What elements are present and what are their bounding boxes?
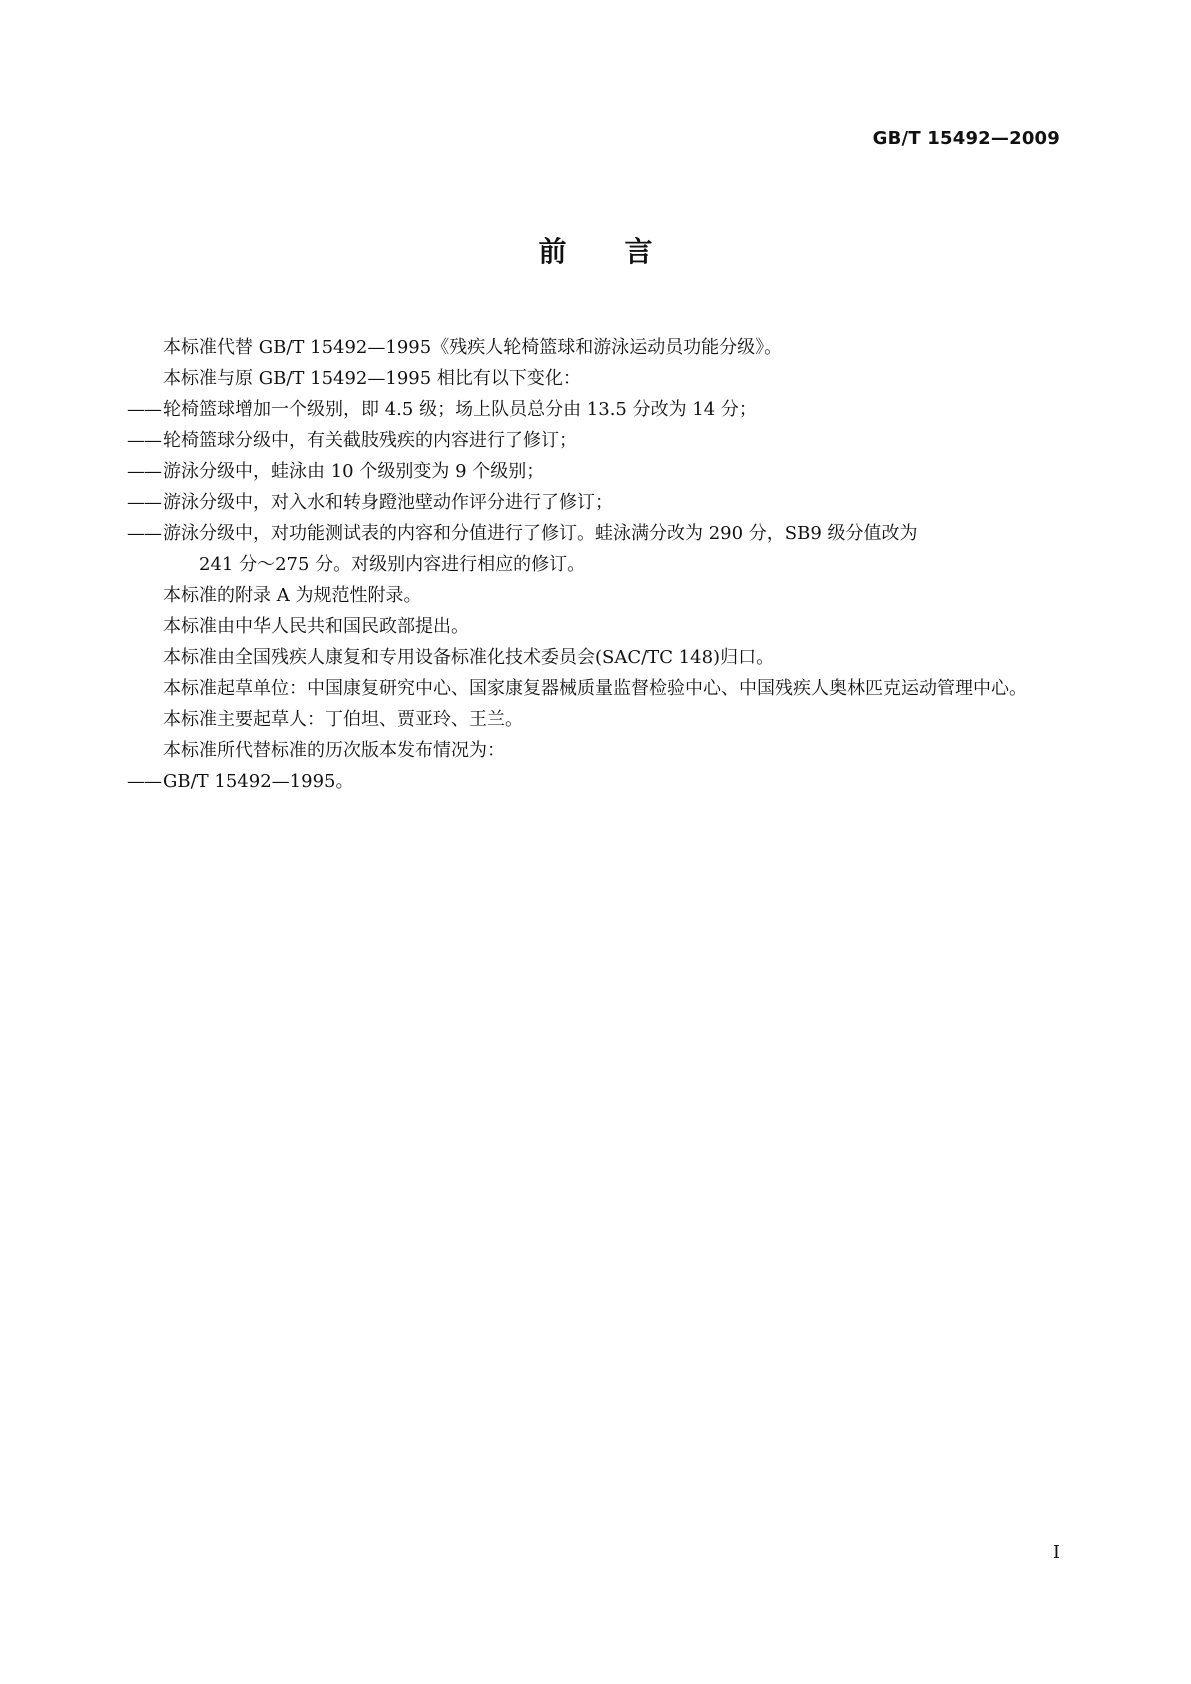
change-text: 轮椅篮球增加一个级别，即 4.5 级；场上队员总分由 13.5 分改为 14 分； (163, 399, 757, 420)
dash-marker: —— (127, 523, 161, 544)
change-item (127, 518, 1059, 580)
paragraph-version-history-intro: 本标准所代替标准的历次版本发布情况为： (163, 740, 505, 761)
change-text: 轮椅篮球分级中，有关截肢残疾的内容进行了修订； (163, 430, 577, 451)
change-text: 游泳分级中，对入水和转身蹬池壁动作评分进行了修订； (163, 492, 613, 513)
standard-code: GB/T 15492—2009 (872, 128, 1060, 149)
change-item (127, 394, 1059, 425)
dash-marker: —— (127, 430, 161, 451)
dash-marker: —— (127, 399, 161, 420)
paragraph-committee: 本标准由全国残疾人康复和专用设备标准化技术委员会(SAC/TC 148)归口。 (163, 647, 775, 668)
paragraph-annex: 本标准的附录 A 为规范性附录。 (163, 585, 422, 606)
dash-marker: —— (127, 461, 161, 482)
foreword-content (127, 332, 1059, 797)
change-item (127, 456, 1059, 487)
dash-marker: —— (127, 771, 161, 792)
change-item (127, 425, 1059, 456)
paragraph-changes-intro: 本标准与原 GB/T 15492—1995 相比有以下变化： (163, 368, 581, 389)
change-text: 游泳分级中，对功能测试表的内容和分值进行了修订。蛙泳满分改为 290 分，SB9 级分值改为 (163, 523, 918, 544)
change-text-continued: 241 分～275 分。对级别内容进行相应的修订。 (199, 554, 586, 575)
paragraph-proposer: 本标准由中华人民共和国民政部提出。 (163, 616, 469, 637)
change-item (127, 487, 1059, 518)
paragraph-drafting-units: 本标准起草单位：中国康复研究中心、国家康复器械质量监督检验中心、中国残疾人奥林匹克运动管理中心。 (163, 678, 1027, 699)
page-number: I (1052, 1542, 1060, 1563)
page-title: 前言 (538, 235, 711, 268)
change-text: 游泳分级中，蛙泳由 10 个级别变为 9 个级别； (163, 461, 545, 482)
previous-version-item (127, 766, 1059, 797)
paragraph-replacement: 本标准代替 GB/T 15492—1995《残疾人轮椅篮球和游泳运动员功能分级》。 (163, 337, 783, 358)
previous-version-text: GB/T 15492—1995。 (163, 771, 354, 792)
dash-marker: —— (127, 492, 161, 513)
paragraph-drafters: 本标准主要起草人：丁伯坦、贾亚玲、王兰。 (163, 709, 523, 730)
